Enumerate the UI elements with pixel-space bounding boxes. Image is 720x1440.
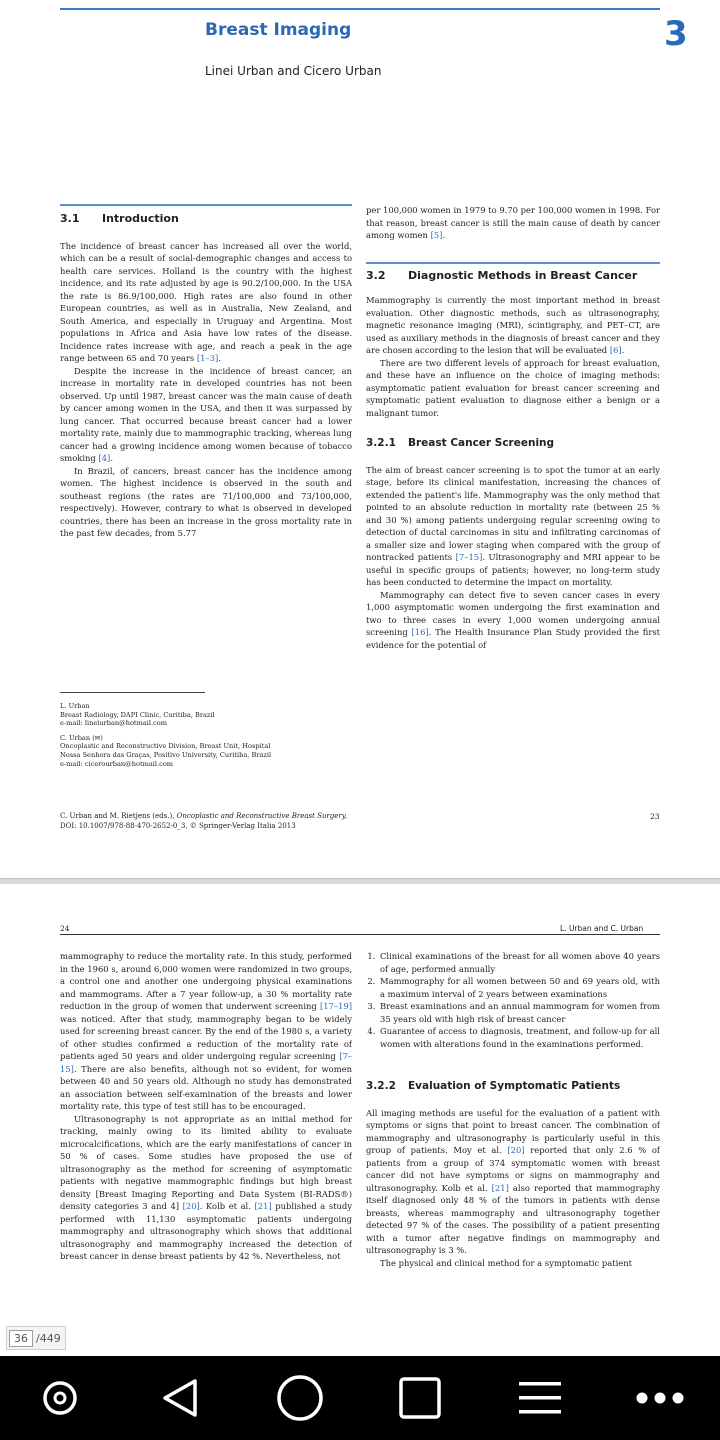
target-button[interactable] bbox=[24, 1362, 96, 1434]
subsection-heading-screening: 3.2.1 Breast Cancer Screening bbox=[366, 437, 555, 449]
chapter-authors: Linei Urban and Cicero Urban bbox=[205, 64, 382, 78]
total-pages: /449 bbox=[36, 1331, 61, 1345]
paragraph: Mammography can detect five to seven cancer cases in every 1,000 asymptomatic women undergoing the first examination and two to three cases in every 1,000 women undergoing annual screening [16]. The Health Insurance Plan Study provided the first evidence for the potential of bbox=[366, 589, 660, 650]
paragraph: Ultrasonography is not appropriate as an initial method for tracking, mainly owing to its limited ability to evaluate microcalcifications, which are the early manifestations of cancer in 50 % of cases. Some studies have proposed the use of ultrasonography as the method for screening of asymptomatic patients with negative mammographic findings but high breast density [Breast Imaging Reporting and Data System (BI-RADS®) density categories 3 and 4] [20]. Kolb et al. [21] published a study performed with 11,130 asymptomatic patients undergoing mammography and ultrasonography which shows that additional ultrasonography and mammography increased the detection of breast cancer in dense breast patients by 42 %. Nevertheless, not bbox=[60, 1113, 352, 1261]
paragraph: The incidence of breast cancer has increased all over the world, which can be a result of social-demographic changes and access to health care services. Holland is the country with the highest incidence, and its rate adjusted by age is 90.2/100,000. In the USA the rate is 86.9/100,000. High rates are also found in other European countries, as well as in Australia, New Zealand, and South America, and especially in Uruguay and Argentina. Most populations in Africa and Asia have low rates of the disease. Incidence rates increase with age, and reach a peak in the age range between 65 and 70 years [1–3]. bbox=[60, 240, 352, 363]
book-reference: C. Urban and M. Rietjens (eds.), Oncoplastic and Reconstructive Breast Surgery, DOI: 10.1007/978-88-470-2652-0_3, © Springer-Verlag Italia 2013 bbox=[60, 812, 348, 830]
section-heading-introduction: 3.1 Introduction bbox=[60, 212, 179, 225]
subsection-heading-symptomatic: 3.2.2 Evaluation of Symptomatic Patients bbox=[366, 1080, 621, 1092]
paragraph: Mammography is currently the most important method in breast evaluation. Other diagnostic methods, such as ultrasonography, magnetic resonance imaging (MRI), scintigraphy, and PET–CT, are used as auxiliary methods in the diagnosis of breast cancer and they are chosen according to the lesion that will be evaluated [6]. bbox=[366, 295, 660, 355]
target-icon bbox=[40, 1378, 80, 1418]
paragraph: In Brazil, of cancers, breast cancer has the incidence among women. The highest incidence is observed in the south and southeast regions (the rates are 71/100,000 and 73/100,000, respectively). However, contrary to what is observed in developed countries, there has been an increase in the gross mortality rate in the past few decades, from 5.77 bbox=[60, 465, 352, 538]
right-column bbox=[366, 204, 660, 651]
chapter-top-rule bbox=[60, 8, 660, 10]
section-heading-diagnostic-methods: 3.2 Diagnostic Methods in Breast Cancer bbox=[366, 268, 638, 282]
system-navigation-bar bbox=[0, 1356, 720, 1440]
chapter-number: 3 bbox=[664, 14, 688, 54]
current-page-field[interactable]: 36 bbox=[9, 1330, 33, 1347]
page-number: 23 bbox=[650, 812, 660, 821]
paragraph: mammography to reduce the mortality rate. In this study, performed in the 1960 s, around 6,000 women were randomized in two groups, a control one and another one undergoing physical examinations and mammograms. After a 7 year follow-up, a 30 % mortality rate reduction in the group of women that underwent screening [17–19] was noticed. After that study, mammography began to be widely used for screening breast cancer. By the end of the 1980 s, a variety of other studies confirmed a reduction of the mortality rate of patients aged 50 years and older undergoing regular screening [7–15]. There are also benefits, although not so evident, for women between 40 and 50 years old. Although no study has demonstrated an association between self-examination of the breasts and lower mortality rate, this type of test still has to be encouraged. bbox=[60, 951, 352, 1111]
list-item: 2. Mammography for all women between 50 and 69 years old, with a maximum interval of 2 years between examinations bbox=[378, 975, 660, 1000]
list-item: 4. Guarantee of access to diagnosis, treatment, and follow-up for all women with alterations found in the examinations performed. bbox=[378, 1025, 660, 1050]
page-number: 24 bbox=[60, 924, 70, 933]
list-item: 3. Breast examinations and an annual mammogram for women from 35 years old with high risk of breast cancer bbox=[378, 1000, 660, 1025]
back-button[interactable] bbox=[144, 1362, 216, 1434]
more-button[interactable] bbox=[624, 1362, 696, 1434]
author-footnotes: L. Urban Breast Radiology, DAPI Clinic, Curitiba, Brazil e-mail: lineiurban@hotmail.com C. Urban (✉) Oncoplastic and Reconstructive Division, Breast Unit, Hospital Nossa Senhora das Graças, Positivo University, Curitiba, Brazil e-mail: cicerourban@hotmail.com bbox=[60, 702, 272, 768]
running-head: L. Urban and C. Urban bbox=[560, 924, 644, 933]
page-indicator[interactable] bbox=[6, 1326, 66, 1350]
back-icon bbox=[157, 1375, 203, 1421]
paragraph: Despite the increase in the incidence of breast cancer, an increase in mortality rate in developed countries has not been observed. Up until 1987, breast cancer was the main cause of death by cancer among women in the USA, and then it was surpassed by lung cancer. That occurred because breast cancer had a lower mortality rate, mainly due to mammographic tracking, whereas lung cancer had a growing incidence among women because of tobacco smoking [4]. bbox=[60, 365, 352, 463]
page2-right-column bbox=[366, 950, 660, 1356]
more-icon bbox=[634, 1390, 686, 1406]
left-column bbox=[60, 204, 352, 540]
paragraph: The aim of breast cancer screening is to spot the tumor at an early stage, before its clinical manifestation, increasing the chances of extended the patient's life. Mammography was the only method that pointed to an absolute reduction in mortality rate (between 25 % and 30 %) among patients undergoing regular screening owing to detection of ductal carcinomas in situ and infiltrating carcinomas of a smaller size and lower staging when compared with the group of nontracked patients [7–15]. Ultrasonography and MRI appear to be useful in specific groups of patients; however, no long-term study has been conducted to determine the impact on mortality. bbox=[366, 464, 660, 587]
header-rule bbox=[60, 934, 660, 935]
menu-button[interactable] bbox=[504, 1362, 576, 1434]
list-item: 1. Clinical examinations of the breast for all women above 40 years of age, performed annually bbox=[378, 950, 660, 975]
paragraph: There are two different levels of approach for breast evaluation, and these have an influence on the choice of imaging methods: asymptomatic patient evaluation for breast cancer screening and symptomatic patient evaluation to diagnose either a benign or a malignant tumor. bbox=[366, 357, 660, 418]
paragraph: per 100,000 women in 1979 to 9.70 per 100,000 women in 1998. For that reason, breast cancer is still the main cause of death by cancer among women [5]. bbox=[366, 205, 660, 240]
recents-icon bbox=[397, 1375, 443, 1421]
screening-recommendations-list bbox=[366, 950, 660, 1050]
menu-icon bbox=[517, 1378, 563, 1418]
paragraph: All imaging methods are useful for the evaluation of a patient with symptoms or signs that point to breast cancer. The combination of mammography and ultrasonography is particularly useful in this group of patients. Moy et al. [20] reported that only 2.6 % of patients from a group of 374 symptomatic women with breast cancer did not have symptoms or signs on mammography and ultrasonography. Kolb et al. [21] also reported that mammography itself diagnosed only 48 % of the tumors in patients with dense breasts, whereas mammography and ultrasonography together detected 97 % of the cases. The possibility of a patient presenting with a tumor after negative findings on mammography and ultrasonography is 3 %. bbox=[366, 1107, 660, 1255]
chapter-title: Breast Imaging bbox=[205, 20, 352, 40]
home-icon bbox=[275, 1373, 325, 1423]
home-button[interactable] bbox=[264, 1362, 336, 1434]
recents-button[interactable] bbox=[384, 1362, 456, 1434]
footnote-rule bbox=[60, 692, 205, 693]
paragraph: The physical and clinical method for a symptomatic patient bbox=[380, 1257, 633, 1268]
page2-left-column bbox=[60, 950, 352, 1356]
